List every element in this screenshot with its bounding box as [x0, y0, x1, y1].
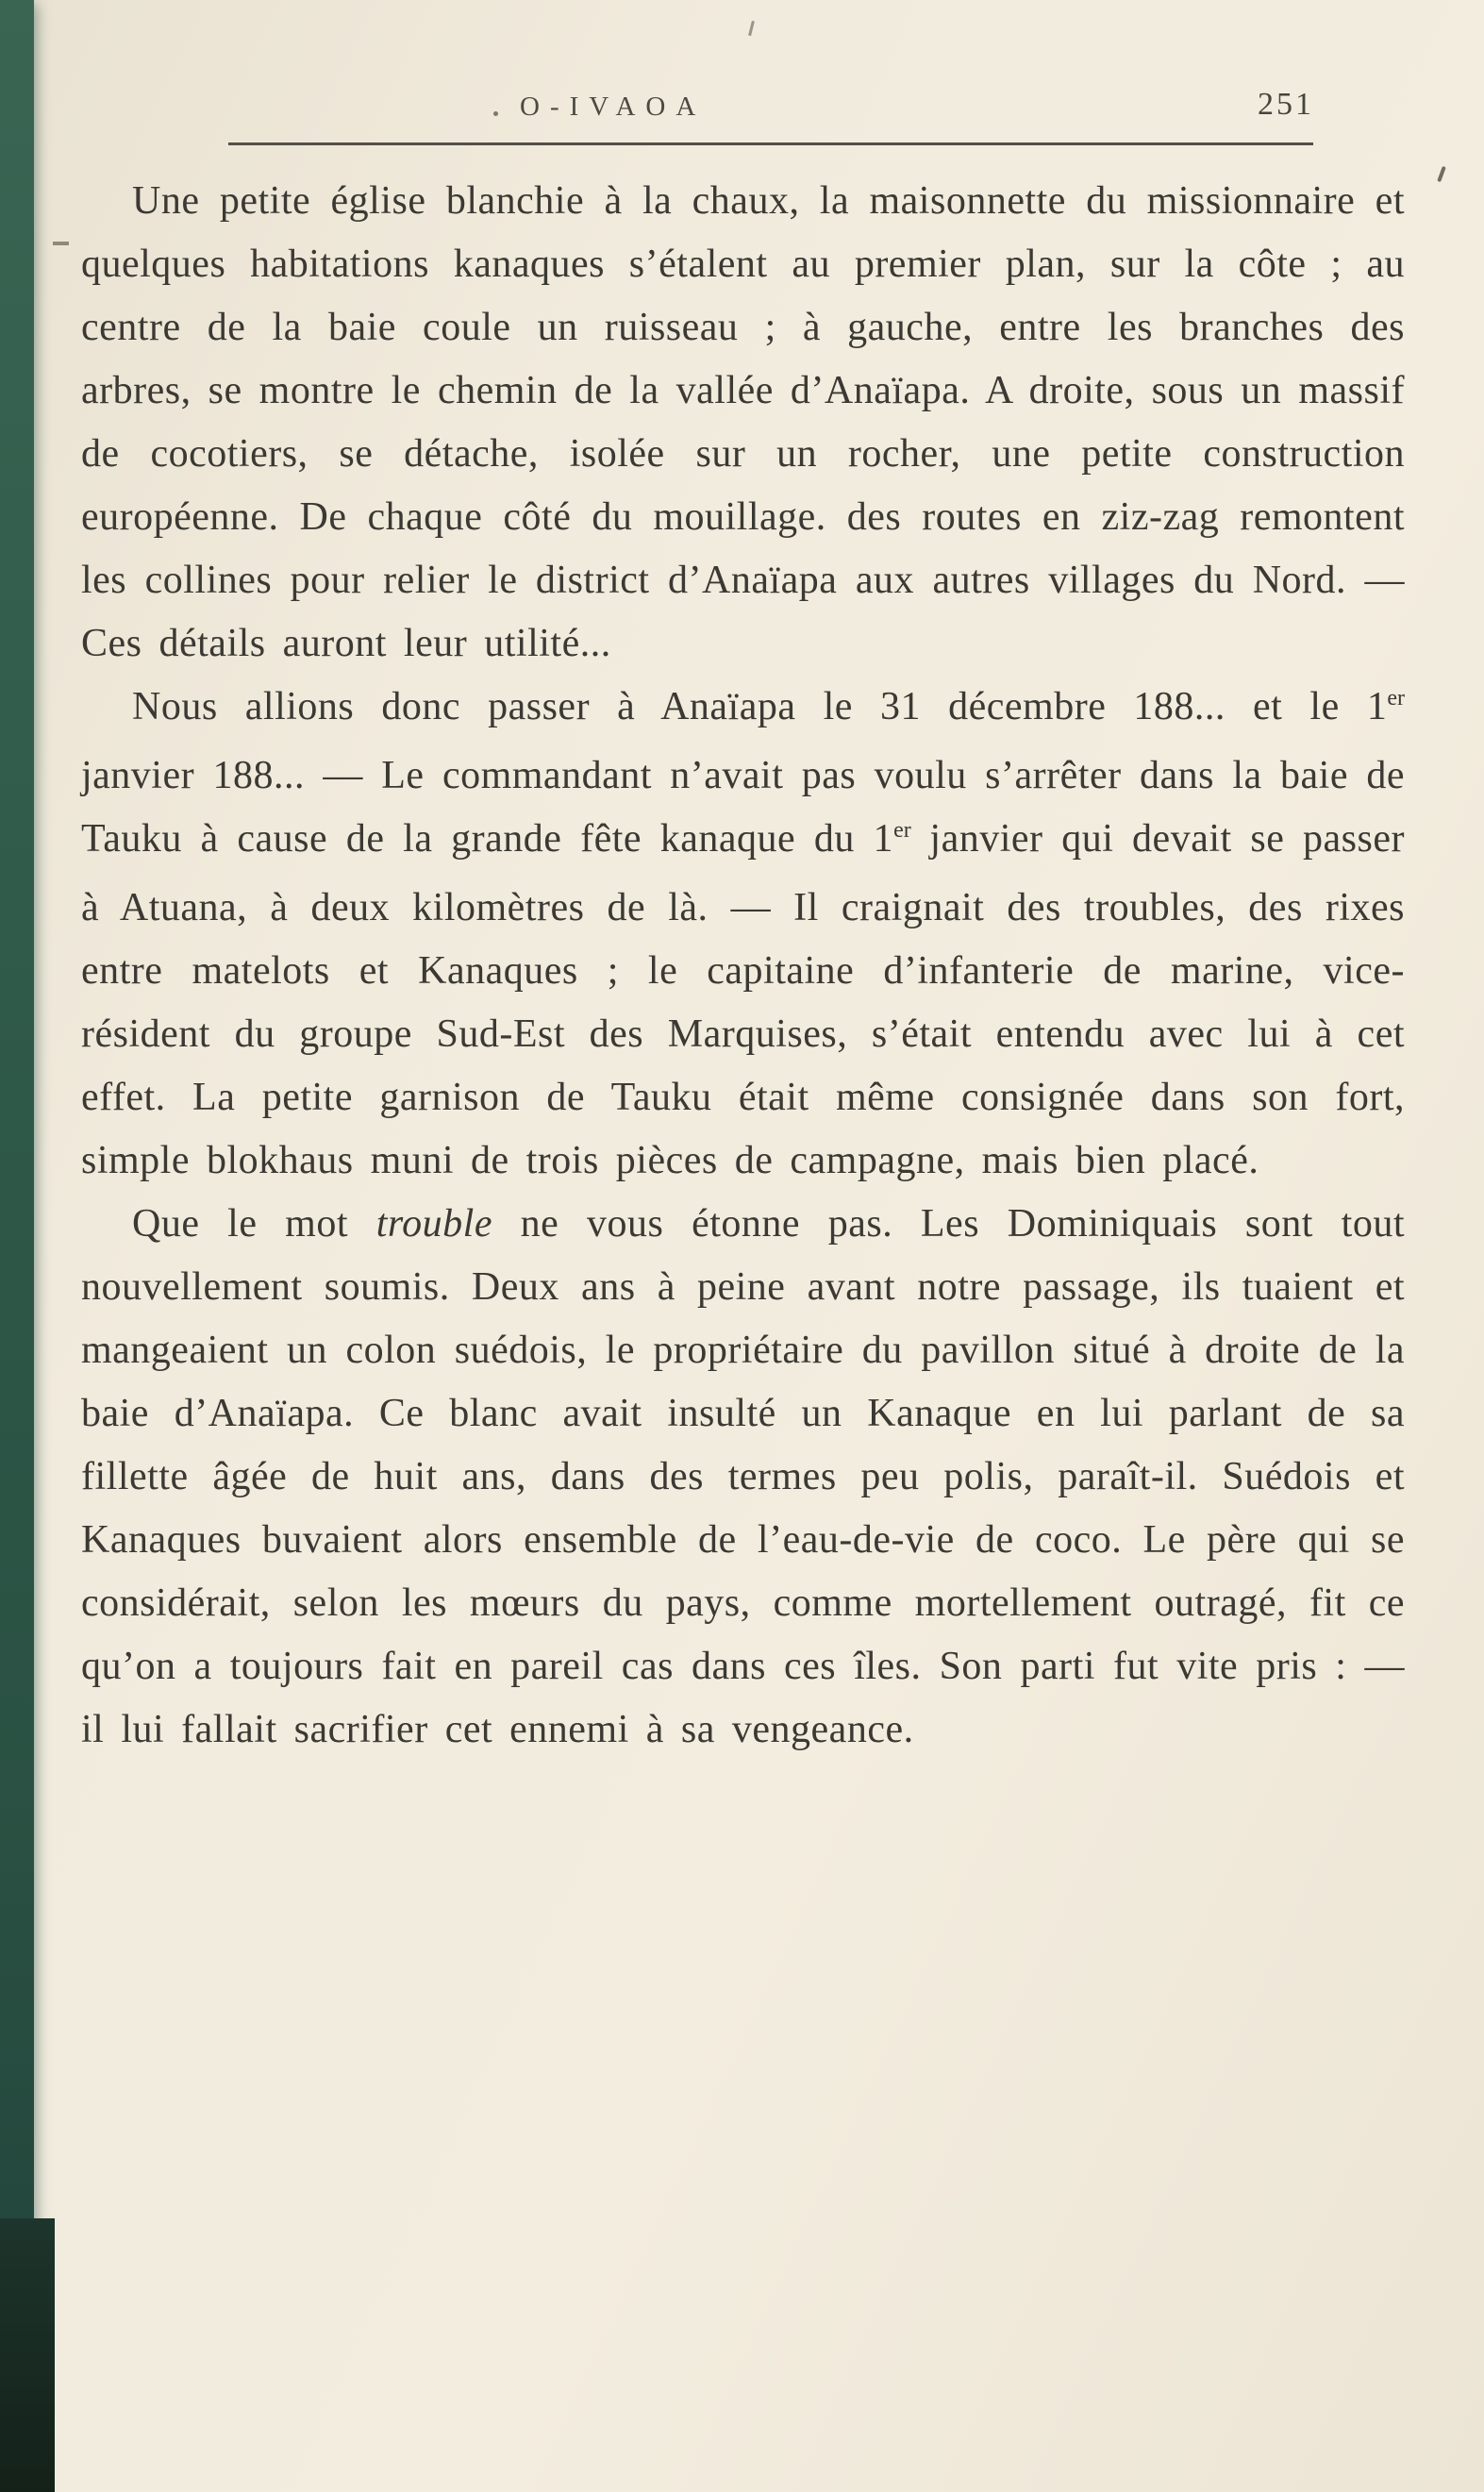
text-segment: janvier qui devait se passer à Atuana, à deux kilomètres de là. — Il craignait des troubles, des rixes entre matelots et Kanaques ; le capitaine d’infanterie de marine, vice-résident du groupe Sud-Est des Marquises, s’était entendu avec lui à cet effet. La petite garnison de Tauku était même consignée dans son fort, simple blokhaus muni de trois pièces de campagne, mais bien placé. [81, 817, 1405, 1182]
text-segment: janvier 188... — Le commandant n’avait pas voulu s’arrêter dans la baie de Tauku à cause de la grande fête kanaque du 1 [81, 754, 1405, 861]
spine-shadow-band-bottom [0, 2218, 55, 2492]
scan-artifact [1437, 166, 1446, 182]
page-body [81, 170, 1405, 1762]
header-rule [228, 142, 1313, 145]
paragraph-1: Une petite église blanchie à la chaux, la maisonnette du missionnaire et quelques habitations kanaques s’étalent au premier plan, sur la côte ; au centre de la baie coule un ruisseau ; à gauche, entre les branches des arbres, se montre le chemin de la vallée d’Anaïapa. A droite, sous un massif de cocotiers, se détache, isolée sur un rocher, une petite construction européenne. De chaque côté du mouillage. des routes en ziz-zag remontent les collines pour relier le district d’Anaïapa aux autres villages du Nord. — Ces détails auront leur utilité... [81, 179, 1405, 665]
text-segment: Nous allions donc passer à Anaïapa le 31 décembre 188... et le 1 [132, 685, 1388, 728]
text-segment: Que le mot [132, 1202, 376, 1246]
italic-word: trouble [375, 1202, 492, 1246]
ordinal-superscript: er [893, 818, 911, 843]
text-segment: ne vous étonne pas. Les Dominiquais sont tout nouvellement soumis. Deux ans à peine avant notre passage, ils tuaient et mangeaient un colon suédois, le propriétaire du pavillon situé à droite de la baie d’Anaïapa. Ce blanc avait insulté un Kanaque en lui parlant de sa fillette âgée de huit ans, dans des termes peu polis, paraît-il. Suédois et Kanaques buvaient alors ensemble de l’eau-de-vie de coco. Le père qui se considérait, selon les mœurs du pays, comme mortellement outragé, fit ce qu’on a toujours fait en pareil cas dans ces îles. Son parti fut vite pris : — il lui fallait sacrifier cet ennemi à sa vengeance. [81, 1202, 1405, 1751]
page-number: 251 [1258, 87, 1314, 122]
scan-artifact [748, 21, 755, 36]
scan-artifact [53, 242, 69, 245]
paragraph-2 [81, 676, 1405, 1193]
ordinal-superscript: er [1387, 686, 1405, 711]
paragraph-3 [81, 1193, 1405, 1762]
scan-artifact [493, 111, 498, 116]
running-title: O-IVAOA [520, 92, 707, 122]
spine-shadow-band [0, 0, 34, 2492]
